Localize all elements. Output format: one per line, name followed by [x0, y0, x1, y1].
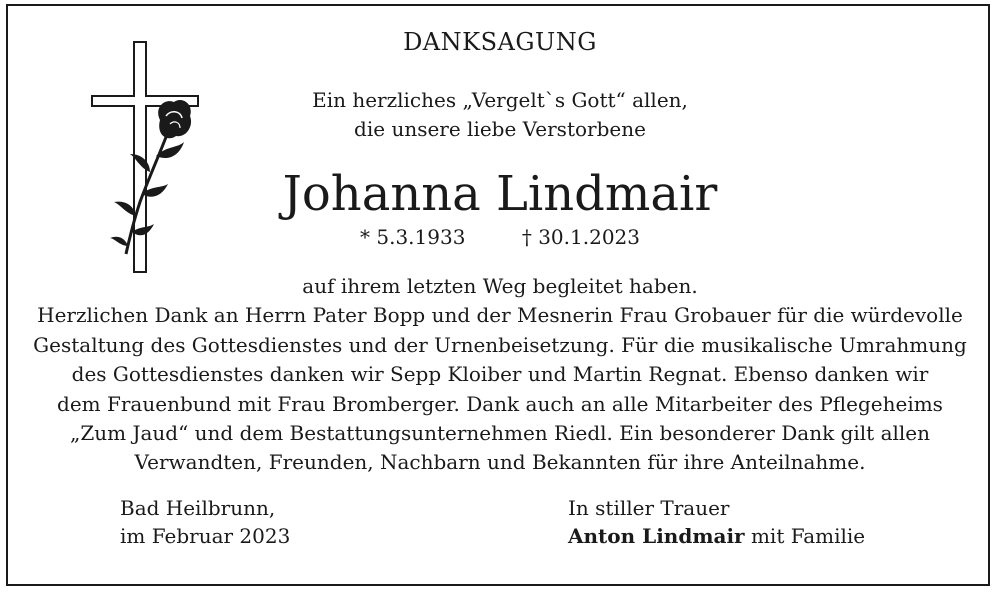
signer-line	[568, 522, 865, 550]
paragraph-line: auf ihrem letzten Weg begleitet haben.	[302, 274, 698, 298]
signer-name: Anton Lindmair	[568, 524, 745, 548]
paragraph-line: „Zum Jaud“ und dem Bestattungsunternehmen Riedl. Ein besonderer Dank gilt allen	[70, 421, 930, 446]
intro-text	[250, 86, 750, 144]
intro-line: die unsere liebe Verstorbene	[354, 117, 646, 141]
place-line: Bad Heilbrunn,	[120, 496, 276, 520]
thanks-paragraph	[20, 272, 980, 478]
paragraph-line: des Gottesdienstes danken wir Sepp Kloiber und Martin Regnat. Ebenso danken wir	[71, 362, 929, 387]
notice-heading: DANKSAGUNG	[403, 28, 597, 56]
signer-suffix: mit Familie	[744, 524, 866, 548]
place-and-date	[120, 494, 290, 550]
paragraph-line: Herzlichen Dank an Herrn Pater Bopp und der Mesnerin Frau Grobauer für die würdevolle	[37, 303, 963, 328]
intro-line: Ein herzliches „Vergelt`s Gott“ allen,	[312, 88, 688, 112]
cross-with-rose-icon	[90, 40, 200, 275]
paragraph-line: Gestaltung des Gottesdienstes und der Urnenbeisetzung. Für die musikalische Umrahmung	[33, 332, 967, 357]
birth-date: * 5.3.1933	[360, 225, 466, 249]
date-line: im Februar 2023	[120, 524, 291, 548]
mourning-line: In stiller Trauer	[568, 496, 730, 520]
death-date: † 30.1.2023	[521, 225, 640, 249]
paragraph-line: dem Frauenbund mit Frau Bromberger. Dank auch an alle Mitarbeiter des Pflegeheims	[57, 391, 943, 416]
deceased-name: Johanna Lindmair	[282, 166, 718, 222]
paragraph-line: Verwandten, Freunden, Nachbarn und Bekannten für ihre Anteilnahme.	[134, 450, 866, 475]
signature-block	[568, 494, 865, 550]
